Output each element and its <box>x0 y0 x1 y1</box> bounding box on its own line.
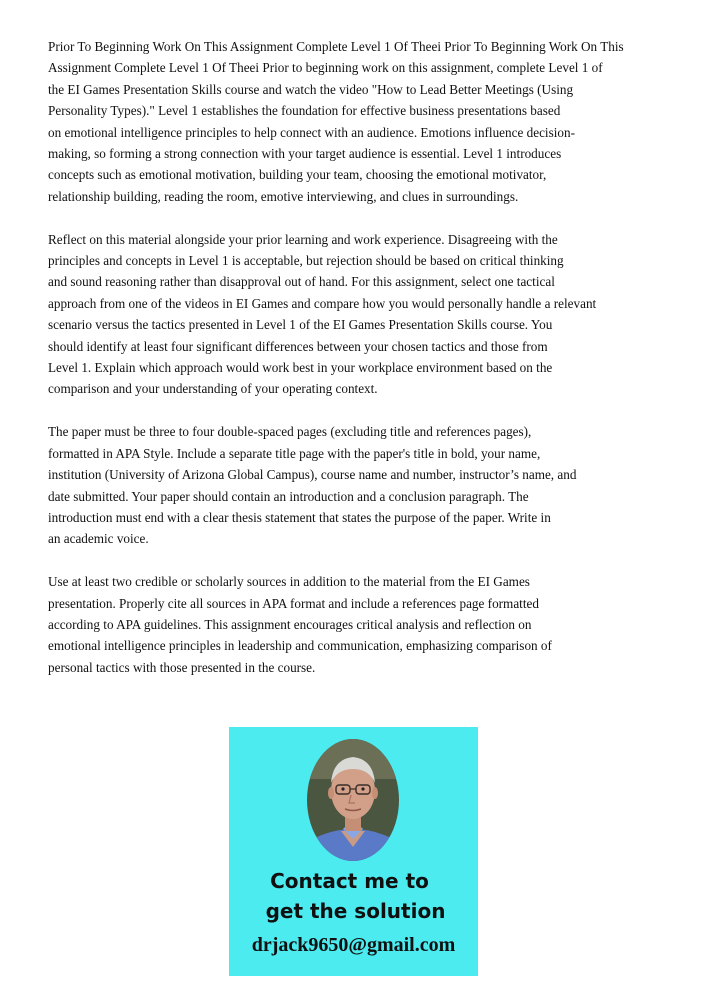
text-line: formatted in APA Style. Include a separate title page with the paper's title in bold, your name, <box>48 445 541 461</box>
paragraph-reflection <box>48 229 688 400</box>
text-line: approach from one of the videos in EI Games and compare how you would personally handle a relevant <box>48 295 597 311</box>
text-line: Assignment Complete Level 1 Of Theei Prior to beginning work on this assignment, complete Level 1 of <box>48 60 603 76</box>
contact-email[interactable]: drjack9650@gmail.com <box>251 934 456 956</box>
text-line: relationship building, reading the room, emotive interviewing, and clues in surroundings. <box>48 188 519 204</box>
text-line: Personality Types)." Level 1 establishes the foundation for effective business presentations based <box>48 103 561 119</box>
text-line: principles and concepts in Level 1 is acceptable, but rejection should be based on critical thinking <box>48 253 564 269</box>
text-line: the EI Games Presentation Skills course and watch the video "How to Lead Better Meetings (Using <box>48 81 574 97</box>
text-line: comparison and your understanding of your operating context. <box>48 381 378 397</box>
paragraph-paper-format <box>48 421 688 549</box>
text-line: and sound reasoning rather than disapproval out of hand. For this assignment, select one tactical <box>48 274 555 290</box>
text-line: The paper must be three to four double-spaced pages (excluding title and references pages), <box>48 424 532 440</box>
text-line: Prior To Beginning Work On This Assignment Complete Level 1 Of Theei Prior To Beginning Work On This <box>48 39 624 54</box>
text-line: institution (University of Arizona Global Campus), course name and number, instructor’s name, and <box>48 467 577 483</box>
text-line: on emotional intelligence principles to help connect with an audience. Emotions influence decision- <box>48 124 575 140</box>
paragraph-assignment-intro <box>48 36 688 207</box>
paragraph-sources <box>48 571 688 678</box>
text-line: date submitted. Your paper should contain an introduction and a conclusion paragraph. The <box>48 488 529 504</box>
text-line: presentation. Properly cite all sources in APA format and include a references page formatted <box>48 595 539 611</box>
portrait-photo <box>307 739 399 861</box>
text-line: concepts such as emotional motivation, building your team, choosing the emotional motivator, <box>48 167 547 183</box>
text-line: according to APA guidelines. This assignment encourages critical analysis and reflection on <box>48 616 532 632</box>
text-line: making, so forming a strong connection with your target audience is essential. Level 1 introduces <box>48 146 562 162</box>
text-line: emotional intelligence principles in leadership and communication, emphasizing comparison of <box>48 638 552 654</box>
text-line: Use at least two credible or scholarly sources in addition to the material from the EI Games <box>48 574 530 590</box>
text-line: introduction must end with a clear thesis statement that states the purpose of the paper. Write in <box>48 509 551 525</box>
contact-headline-line-2: get the solution <box>265 899 446 923</box>
text-line: Reflect on this material alongside your prior learning and work experience. Disagreeing with the <box>48 231 558 247</box>
text-line: Level 1. Explain which approach would work best in your workplace environment based on the <box>48 360 553 376</box>
contact-promo-banner <box>229 727 478 976</box>
contact-headline-line-1: Contact me to <box>270 869 429 893</box>
text-line: personal tactics with those presented in the course. <box>48 659 316 675</box>
text-line: should identify at least four significant differences between your chosen tactics and those from <box>48 338 548 354</box>
text-line: scenario versus the tactics presented in Level 1 of the EI Games Presentation Skills course. You <box>48 317 553 333</box>
document-body <box>48 36 688 678</box>
text-line: an academic voice. <box>48 531 149 547</box>
